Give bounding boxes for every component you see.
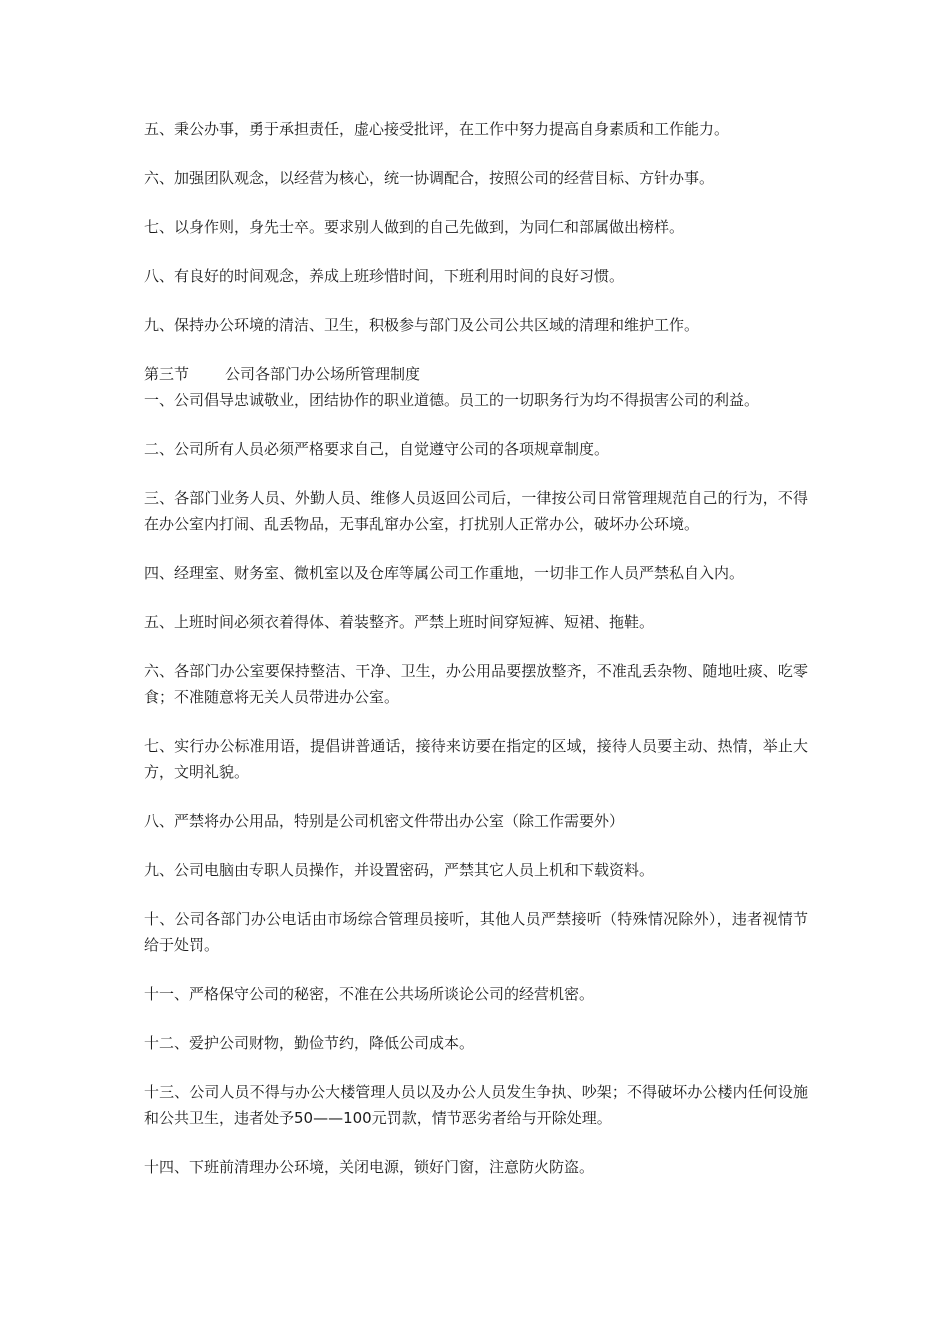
paragraph: 五、上班时间必须衣着得体、着装整齐。严禁上班时间穿短裤、短裙、拖鞋。 — [144, 613, 655, 631]
paragraph: 九、保持办公环境的清洁、卫生，积极参与部门及公司公共区域的清理和维护工作。 — [144, 316, 700, 334]
paragraph: 六、加强团队观念，以经营为核心，统一协调配合，按照公司的经营目标、方针办事。 — [144, 169, 715, 187]
paragraph: 十四、下班前清理办公环境，关闭电源，锁好门窗，注意防火防盗。 — [144, 1158, 595, 1176]
paragraph: 十一、严格保守公司的秘密，不准在公共场所谈论公司的经营机密。 — [144, 985, 595, 1003]
paragraph: 七、以身作则，身先士卒。要求别人做到的自己先做到，为同仁和部属做出榜样。 — [144, 218, 685, 236]
document-body — [144, 116, 808, 1203]
paragraph: 十三、公司人员不得与办公大楼管理人员以及办公人员发生争执、吵架；不得破坏办公楼内任何设施和公共卫生，违者处予50——100元罚款，情节恶劣者给与开除处理。 — [144, 1083, 808, 1127]
paragraph: 六、各部门办公室要保持整洁、干净、卫生，办公用品要摆放整齐，不准乱丢杂物、随地吐痰、吃零食；不准随意将无关人员带进办公室。 — [144, 662, 808, 706]
paragraph: 十二、爱护公司财物，勤俭节约，降低公司成本。 — [144, 1034, 475, 1052]
paragraph: 十、公司各部门办公电话由市场综合管理员接听，其他人员严禁接听（特殊情况除外），违者视情节给于处罚。 — [144, 910, 808, 954]
paragraph: 二、公司所有人员必须严格要求自己，自觉遵守公司的各项规章制度。 — [144, 440, 610, 458]
paragraph: 八、有良好的时间观念，养成上班珍惜时间，下班利用时间的良好习惯。 — [144, 267, 625, 285]
paragraph: 八、严禁将办公用品，特别是公司机密文件带出办公室（除工作需要外） — [144, 812, 625, 830]
paragraph: 五、秉公办事，勇于承担责任，虚心接受批评，在工作中努力提高自身素质和工作能力。 — [144, 120, 730, 138]
paragraph: 七、实行办公标准用语，提倡讲普通话，接待来访要在指定的区域，接待人员要主动、热情，举止大方，文明礼貌。 — [144, 737, 808, 781]
section-number: 第三节 — [144, 365, 190, 383]
paragraph: 九、公司电脑由专职人员操作，并设置密码，严禁其它人员上机和下载资料。 — [144, 861, 655, 879]
paragraph: 一、公司倡导忠诚敬业，团结协作的职业道德。员工的一切职务行为均不得损害公司的利益。 — [144, 391, 760, 409]
section-heading — [144, 361, 808, 387]
paragraph: 四、经理室、财务室、微机室以及仓库等属公司工作重地，一切非工作人员严禁私自入内。 — [144, 564, 745, 582]
section-title: 公司各部门办公场所管理制度 — [225, 365, 421, 383]
paragraph: 三、各部门业务人员、外勤人员、维修人员返回公司后，一律按公司日常管理规范自己的行为，不得在办公室内打闹、乱丢物品，无事乱窜办公室，打扰别人正常办公，破坏办公环境。 — [144, 489, 808, 533]
